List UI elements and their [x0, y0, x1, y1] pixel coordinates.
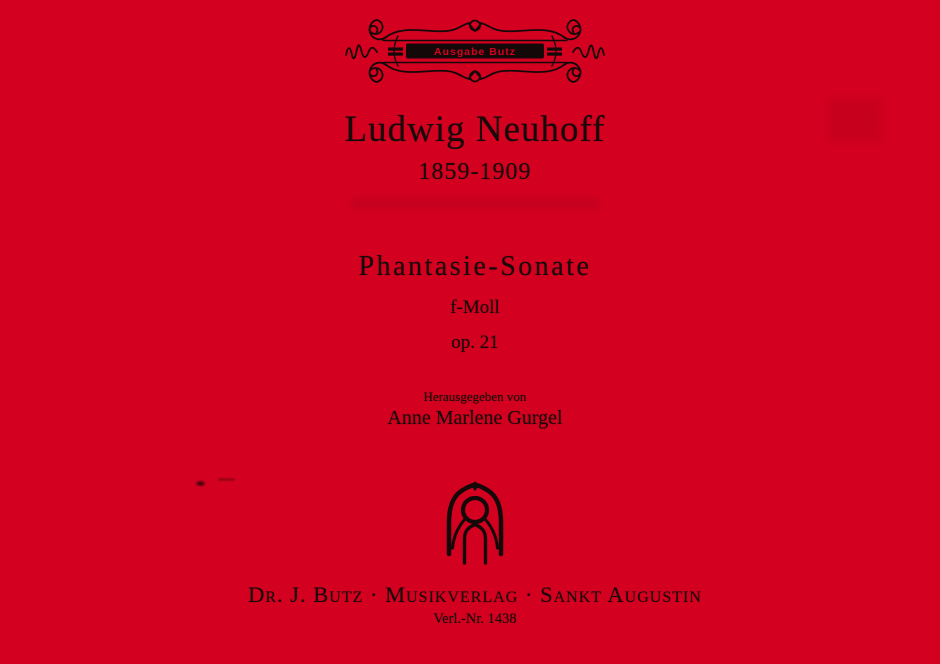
victorian-flourish-icon	[343, 10, 607, 86]
work-key: f-Moll	[450, 297, 500, 318]
editor-name: Anne Marlene Gurgel	[387, 407, 563, 429]
ausgabe-butz-ornament	[343, 10, 607, 91]
catalog-number: Verl.-Nr. 1438	[433, 611, 517, 627]
scan-shadow-patch	[828, 98, 882, 142]
scan-smear	[350, 198, 600, 209]
banner-label: Ausgabe Butz	[433, 46, 517, 58]
publisher-imprint: Dr. J. Butz · Musikverlag · Sankt Augustin	[248, 582, 702, 607]
work-opus: op. 21	[451, 332, 499, 353]
publisher-logo	[0, 481, 940, 570]
editor-prefix: Herausgegeben von	[423, 389, 527, 404]
composer-dates: 1859-1909	[418, 159, 532, 185]
composer-name: Ludwig Neuhoff	[344, 109, 606, 150]
work-title: Phantasie-Sonate	[358, 251, 592, 282]
gothic-arch-logo-icon	[442, 481, 508, 565]
